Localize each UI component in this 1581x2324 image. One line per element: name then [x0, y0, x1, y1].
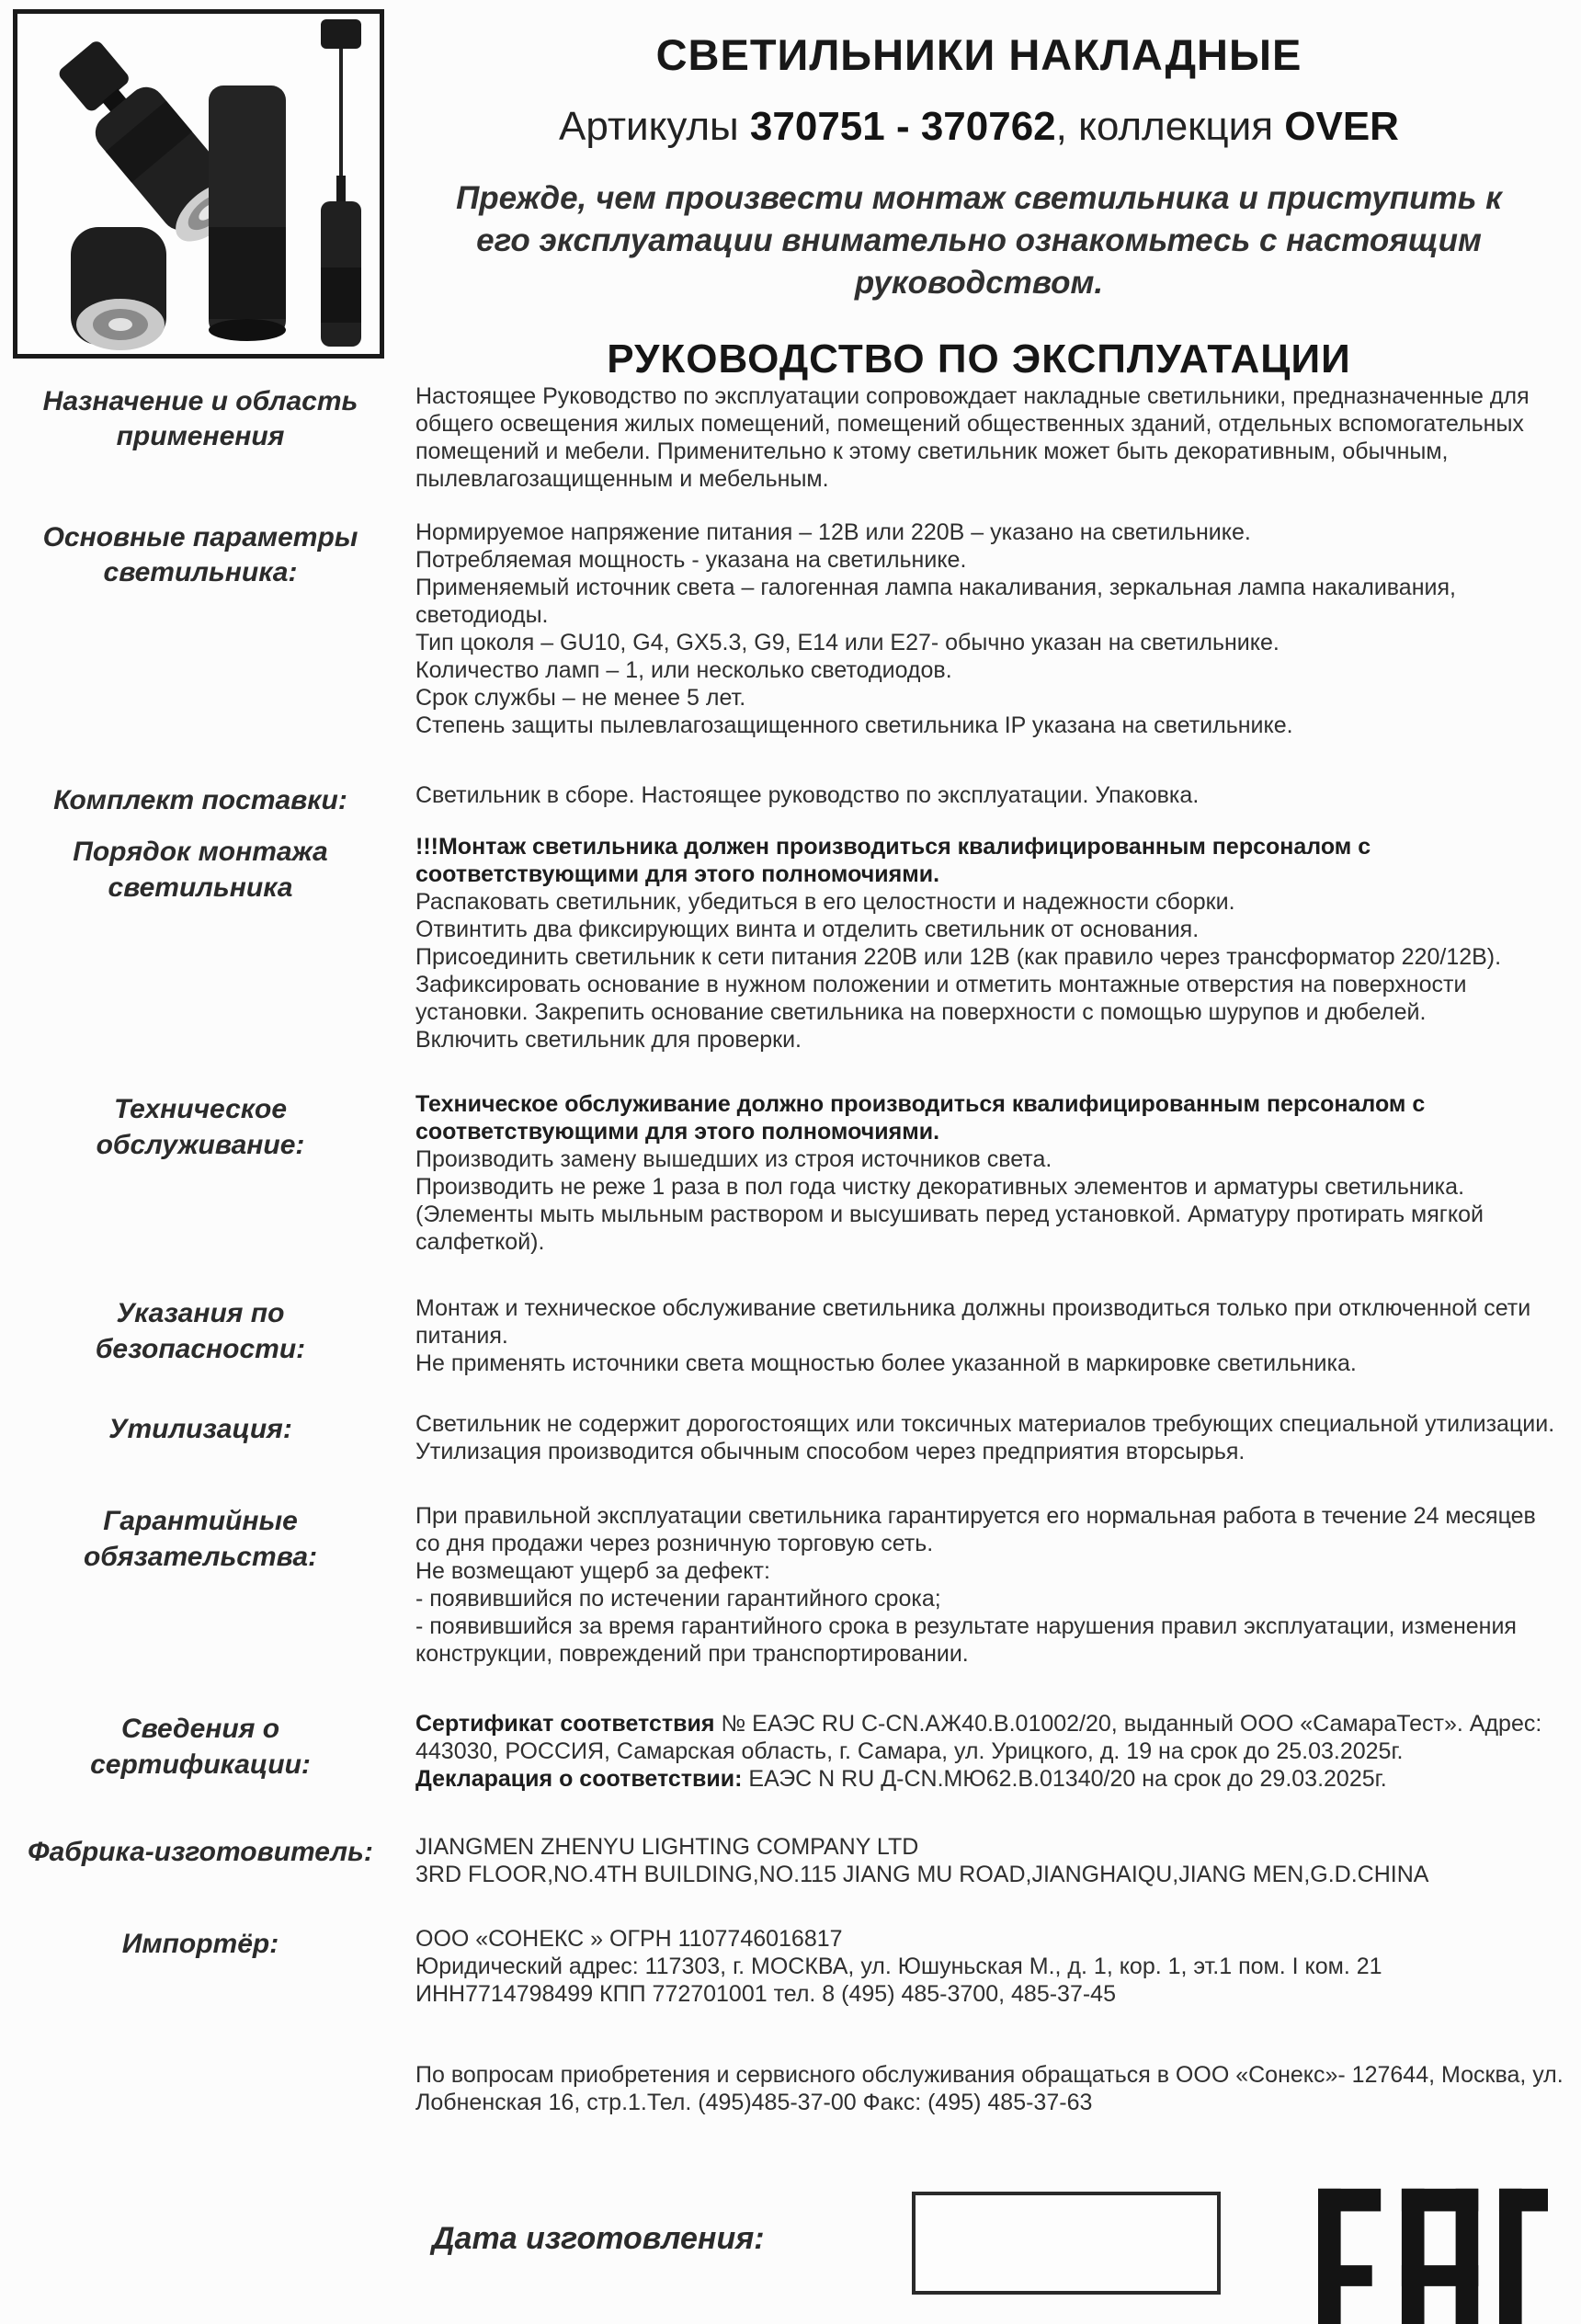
- collection-name: OVER: [1284, 104, 1399, 149]
- subtitle-prefix: Артикулы: [559, 104, 750, 149]
- title-block: [384, 9, 1568, 382]
- date-of-manufacture-label: Дата изготовления:: [432, 2221, 765, 2257]
- pendant-right: [321, 19, 361, 347]
- body-line: - появившийся по истечении гарантийного срока;: [415, 1586, 941, 1612]
- section-body: [415, 518, 1581, 739]
- section-certification: [0, 1710, 1581, 1793]
- body-line: Производить замену вышедших из строя источников света.: [415, 1146, 1052, 1173]
- service-contact-text: По вопросам приобретения и сервисного обслуживания обращаться в ООО «Сонекс»- 127644, Москва, ул. Лобненская 16, стр.1.Тел. (495)485-37-00 Факс: (495) 485-37-63: [415, 2062, 1564, 2116]
- section-body: [415, 1833, 1581, 1888]
- manual-title: РУКОВОДСТВО ПО ЭКСПЛУАТАЦИИ: [607, 336, 1351, 382]
- section-package: [0, 781, 1581, 818]
- eac-mark-icon: [1318, 2177, 1548, 2324]
- page-subtitle: [399, 104, 1559, 150]
- section-body: [415, 382, 1581, 493]
- usage-notice: Прежде, чем произвести монтаж светильника и приступить к его эксплуатации внимательно ознакомьтесь с настоящим руководством.: [456, 180, 1502, 302]
- body-line: При правильной эксплуатации светильника гарантируется его нормальная работа в течение 24 месяцев со дня продажи через розничную торговую сеть.: [415, 1503, 1536, 1557]
- header-block: [0, 0, 1581, 382]
- certificate-text: № ЕАЭС RU C-CN.АЖ40.В.01002/20, выданный ООО «СамараТест». Адрес: 443030, РОССИЯ, Самарская область, г. Самара, ул. Урицкого, д. 19 на срок до 25.03.2025г.: [415, 1711, 1542, 1765]
- body-line: Отвинтить два фиксирующих винта и отделить светильник от основания.: [415, 917, 1200, 943]
- section-body: [415, 833, 1581, 1054]
- body-text: Настоящее Руководство по эксплуатации сопровождает накладные светильники, предназначенные для общего освещения жилых помещений, помещений общественных зданий, отдельных вспомогательных помещений и мебели. Применительно к этому светильник может быть декоративным, обычным, пылевлагозащищенным и мебельным.: [415, 383, 1530, 492]
- section-heading: Комплект поставки:: [53, 785, 347, 815]
- maintenance-warning: Техническое обслуживание должно производиться квалифицированным персоналом с соответствующими для этого полномочиями.: [415, 1091, 1426, 1145]
- subtitle-middle: , коллекция: [1055, 104, 1285, 149]
- section-importer: [0, 1925, 1581, 2008]
- product-photo-illustration: [17, 14, 380, 354]
- body-line: Зафиксировать основание в нужном положении и отметить монтажные отверстия на поверхности установки. Закрепить основание светильника на поверхности с помощью шурупов и дюбелей.: [415, 972, 1467, 1026]
- declaration-label: Декларация о соответствии:: [415, 1766, 743, 1793]
- factory-name: JIANGMEN ZHENYU LIGHTING COMPANY LTD: [415, 1834, 919, 1861]
- importer-address: Юридический адрес: 117303, г. МОСКВА, ул. Юшуньская М., д. 1, кор. 1, эт.1 пом. I ком. 21: [415, 1954, 1382, 1980]
- section-safety: [0, 1294, 1581, 1377]
- body-line: Применяемый источник света – галогенная лампа накаливания, зеркальная лампа накаливания, светодиоды.: [415, 575, 1456, 628]
- body-line: Срок службы – не менее 5 лет.: [415, 685, 746, 711]
- section-body: [415, 781, 1581, 818]
- section-body: [415, 1710, 1581, 1793]
- articles-range: 370751 - 370762: [749, 104, 1056, 149]
- section-heading: Утилизация:: [108, 1414, 292, 1445]
- body-line: Потребляемая мощность - указана на светильнике.: [415, 547, 967, 573]
- body-line: Степень защиты пылевлагозащищенного светильника IP указана на светильнике.: [415, 712, 1293, 738]
- date-of-manufacture-box: [912, 2192, 1221, 2295]
- section-body: [415, 1294, 1581, 1377]
- section-body: [415, 1502, 1581, 1668]
- section-warranty: [0, 1502, 1581, 1668]
- section-mounting: [0, 833, 1581, 1054]
- declaration-text: ЕАЭС N RU Д-CN.МЮ62.В.01340/20 на срок до 29.03.2025г.: [742, 1766, 1387, 1793]
- product-photo: [13, 9, 384, 359]
- section-body: [415, 1410, 1581, 1465]
- section-body: [415, 1090, 1581, 1256]
- section-disposal: [0, 1410, 1581, 1465]
- section-parameters: [0, 518, 1581, 739]
- body-text: Светильник не содержит дорогостоящих или токсичных материалов требующих специальной утилизации. Утилизация производится обычным способом через предприятия вторсырья.: [415, 1411, 1555, 1465]
- body-line: Производить не реже 1 раза в пол года чистку декоративных элементов и арматуры светильника. (Элементы мыть мыльным раствором и высушивать перед установкой. Арматуру протирать мягкой салфеткой).: [415, 1174, 1484, 1256]
- body-line: Не возмещают ущерб за дефект:: [415, 1558, 770, 1585]
- body-line: Включить светильник для проверки.: [415, 1027, 802, 1054]
- body-line: Распаковать светильник, убедиться в его целостности и надежности сборки.: [415, 889, 1235, 916]
- body-line: - появившийся за время гарантийного срока в результате нарушения правил эксплуатации, изменения конструкции, повреждений при транспортировании.: [415, 1613, 1517, 1668]
- factory-address: 3RD FLOOR,NO.4TH BUILDING,NO.115 JIANG MU ROAD,JIANGHAIQU,JIANG MEN,G.D.CHINA: [415, 1862, 1429, 1888]
- section-contact: [0, 2061, 1581, 2116]
- importer-name: ООО «СОНЕКС » ОГРН 1107746016817: [415, 1926, 843, 1953]
- body-line: Монтаж и техническое обслуживание светильника должны производиться только при отключенной сети питания.: [415, 1295, 1531, 1350]
- mounting-warning: !!!Монтаж светильника должен производиться квалифицированным персоналом с соответствующими для этого полномочиями.: [415, 834, 1371, 888]
- section-heading-empty: [0, 2061, 415, 2116]
- body-text: Светильник в сборе. Настоящее руководство по эксплуатации. Упаковка.: [415, 782, 1200, 808]
- body-line: Нормируемое напряжение питания – 12В или 220В – указано на светильнике.: [415, 519, 1251, 545]
- section-heading: Назначение и область применения: [42, 386, 358, 452]
- section-maintenance: [0, 1090, 1581, 1256]
- body-line: Тип цоколя – GU10, G4, GX5.3, G9, Е14 или Е27- обычно указан на светильнике.: [415, 630, 1280, 655]
- section-heading: Основные параметры светильника:: [42, 522, 358, 588]
- section-heading: Фабрика-изготовитель:: [28, 1837, 373, 1868]
- spot-vertical: [71, 227, 166, 350]
- section-heading: Порядок монтажа светильника: [73, 837, 328, 903]
- section-purpose: [0, 382, 1581, 493]
- importer-contacts: ИНН7714798499 КПП 772701001 тел. 8 (495) 485-3700, 485-37-45: [415, 1981, 1116, 2008]
- cylinder-middle: [209, 85, 286, 341]
- declaration-line: [415, 1765, 1566, 1793]
- section-heading: Указания по безопасности:: [95, 1298, 306, 1364]
- section-factory: [0, 1833, 1581, 1888]
- page-title: СВЕТИЛЬНИКИ НАКЛАДНЫЕ: [655, 30, 1302, 79]
- certificate-label: Сертификат соответствия: [415, 1711, 715, 1737]
- section-heading: Гарантийные обязательства:: [83, 1506, 318, 1572]
- section-body: [415, 2061, 1581, 2116]
- section-heading: Сведения о сертификации:: [90, 1714, 311, 1780]
- body-line: Присоединить светильник к сети питания 220В или 12В (как правило через трансформатор 220/12В).: [415, 944, 1502, 971]
- certificate-line: [415, 1710, 1566, 1765]
- section-body: [415, 1925, 1581, 2008]
- section-heading: Импортёр:: [121, 1929, 279, 1960]
- body-line: Количество ламп – 1, или несколько светодиодов.: [415, 657, 952, 683]
- body-line: Не применять источники света мощностью более указанной в маркировке светильника.: [415, 1350, 1357, 1377]
- footer-row: [0, 2177, 1581, 2324]
- section-heading: Техническое обслуживание:: [96, 1094, 305, 1160]
